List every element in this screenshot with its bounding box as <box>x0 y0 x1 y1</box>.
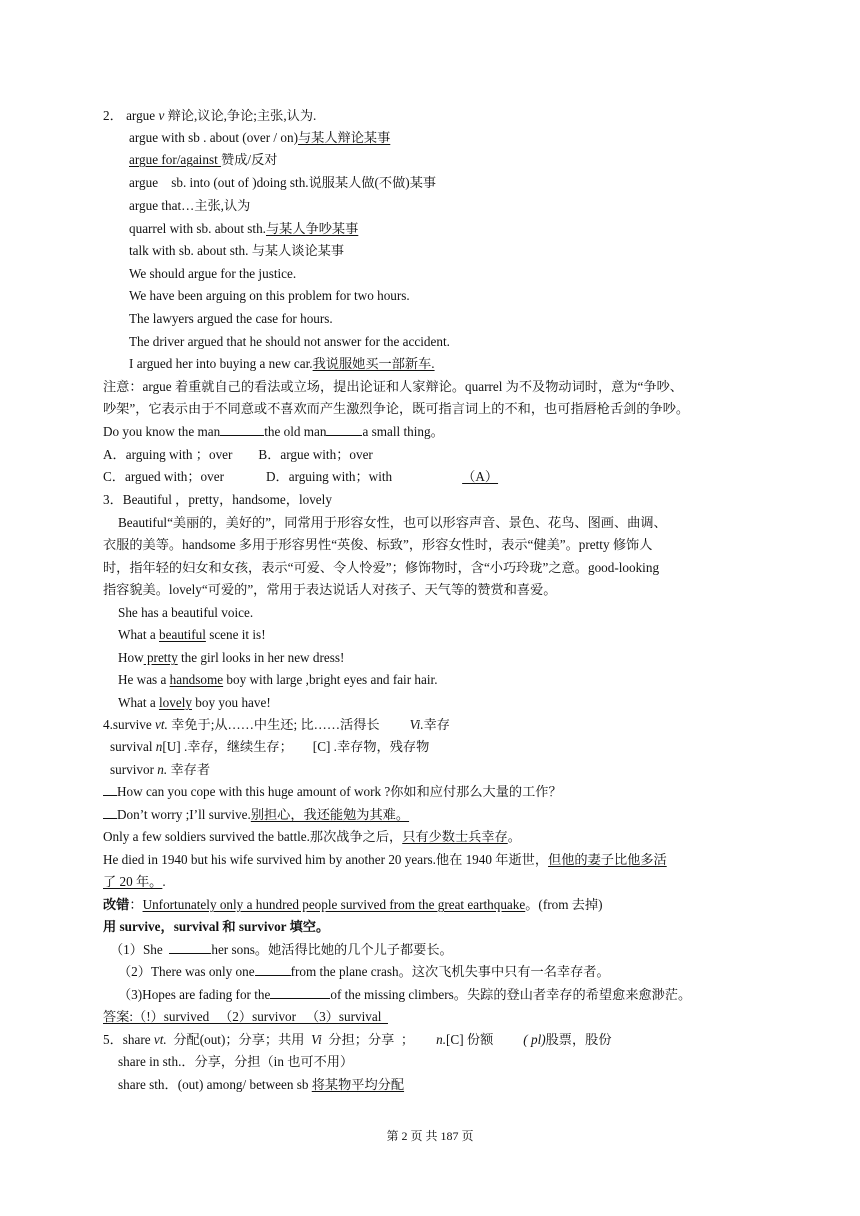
quiz-answer: （A） <box>462 469 499 484</box>
answer-blank <box>326 423 362 436</box>
example-sentence: 了 20 年。. <box>103 874 166 889</box>
example-sentence: We should argue for the justice. <box>129 266 297 281</box>
phrase-line: argue that…主张,认为 <box>129 198 251 213</box>
entry-3-heading: 3．Beautiful ，pretty，handsome，lovely <box>103 492 332 507</box>
dialogue-line: Don’t worry ;I’ll survive.别担心，我还能勉为其难。 <box>103 806 409 824</box>
example-sentence: I argued her into buying a new car.我说服她买一部新车. <box>129 356 435 371</box>
entry-4-heading: 4.survive vt. 幸免于;从……中生还; 比……活得长 Vi.幸存 <box>103 717 450 732</box>
example-sentence: How pretty the girl looks in her new dress! <box>118 650 345 665</box>
phrase-line: share in sth.．分享，分担（in 也可不用） <box>118 1054 354 1069</box>
example-sentence: What a lovely boy you have! <box>118 695 271 710</box>
example-sentence: The lawyers argued the case for hours. <box>129 311 333 326</box>
definition-line: survival n[U] .幸存，继续生存； [C] .幸存物，残存物 <box>110 739 430 754</box>
explanation-paragraph: Beautiful“美丽的，美好的”，同常用于形容女性，也可以形容声音、景色、花鸟、图画、曲调、 <box>118 515 667 530</box>
entry-2-heading: 2． argue v 辩论,议论,争论;主张,认为. <box>103 108 317 123</box>
example-sentence: She has a beautiful voice. <box>118 605 254 620</box>
phrase-line: argue with sb . about (over / on)与某人辩论某事 <box>129 130 391 145</box>
definition-line: survivor n. 幸存者 <box>110 762 211 777</box>
example-sentence: What a beautiful scene it is! <box>118 627 266 642</box>
phrase-line: argue for/against 赞成/反对 <box>129 152 278 167</box>
example-sentence: Only a few soldiers survived the battle.那次战争之后，只有少数士兵幸存。 <box>103 829 521 844</box>
quiz-options: A．arguing with ；over B．argue with；over <box>103 447 373 462</box>
exercise-item: （1）She her sons。她活得比她的几个儿子都要长。 <box>110 942 453 957</box>
page-footer: 第 2 页 共 187 页 <box>386 1129 474 1143</box>
quiz-options: C．argued with；over D．arguing with；with （A） <box>103 469 499 484</box>
answer-blank <box>270 986 330 999</box>
explanation-paragraph: 指容貌美。lovely“可爱的”，常用于表达说话人对孩子、天气等的赞赏和喜爱。 <box>103 582 557 597</box>
answer-blank <box>255 963 291 976</box>
dialogue-line: How can you cope with this huge amount of work ?你如和应付那么大量的工作？ <box>103 783 562 801</box>
explanation-paragraph: 衣服的美等。handsome 多用于形容男性“英俊、标致”，形容女性时，表示“健美”。pretty 修饰人 <box>103 537 653 552</box>
exercise-heading: 用 survive，survival 和 survivor 填空。 <box>103 919 330 934</box>
example-sentence: We have been arguing on this problem for two hours. <box>129 288 410 303</box>
correction-line: 改错：Unfortunately only a hundred people survived from the great earthquake。(from 去掉) <box>103 897 603 912</box>
exercise-answers: 答案:（!）survived （2）survivor （3）survival <box>103 1009 388 1024</box>
exercise-item: （3)Hopes are fading for the of the missing climbers。失踪的登山者幸存的希望愈来愈渺茫。 <box>118 987 692 1002</box>
note-paragraph: 注意：argue 着重就自己的看法或立场，提出论证和人家辩论。quarrel 为不及物动词时，意为“争吵、 <box>103 379 683 394</box>
explanation-paragraph: 时，指年轻的妇女和女孩，表示“可爱、令人怜爱”；修饰物时，含“小巧玲珑”之意。good-looking <box>103 560 660 575</box>
phrase-line: talk with sb. about sth. 与某人谈论某事 <box>129 243 345 258</box>
note-paragraph: 吵架”，它表示由于不同意或不喜欢而产生激烈争论，既可指言词上的不和，也可指唇枪舌剑的争吵。 <box>103 401 690 416</box>
example-sentence: He was a handsome boy with large ,bright eyes and fair hair. <box>118 672 438 687</box>
answer-blank <box>220 423 264 436</box>
example-sentence: He died in 1940 but his wife survived him by another 20 years.他在 1940 年逝世，但他的妻子比他多活 <box>103 852 667 867</box>
phrase-line: quarrel with sb. about sth.与某人争吵某事 <box>129 221 359 236</box>
phrase-line: argue sb. into (out of )doing sth.说服某人做(不做)某事 <box>129 175 437 190</box>
example-sentence: The driver argued that he should not answer for the accident. <box>129 334 450 349</box>
exercise-item: （2）There was only one from the plane crash。这次飞机失事中只有一名幸存者。 <box>118 964 610 979</box>
entry-5-heading: 5．share vt. 分配(out)；分享；共用 Vi 分担；分享 ； n.[C] 份额 ( pl)股票，股份 <box>103 1032 612 1047</box>
quiz-question: Do you know the man the old man a small thing。 <box>103 424 444 439</box>
answer-blank <box>169 941 211 954</box>
phrase-line: share sth．(out) among/ between sb 将某物平均分配 <box>118 1077 405 1092</box>
